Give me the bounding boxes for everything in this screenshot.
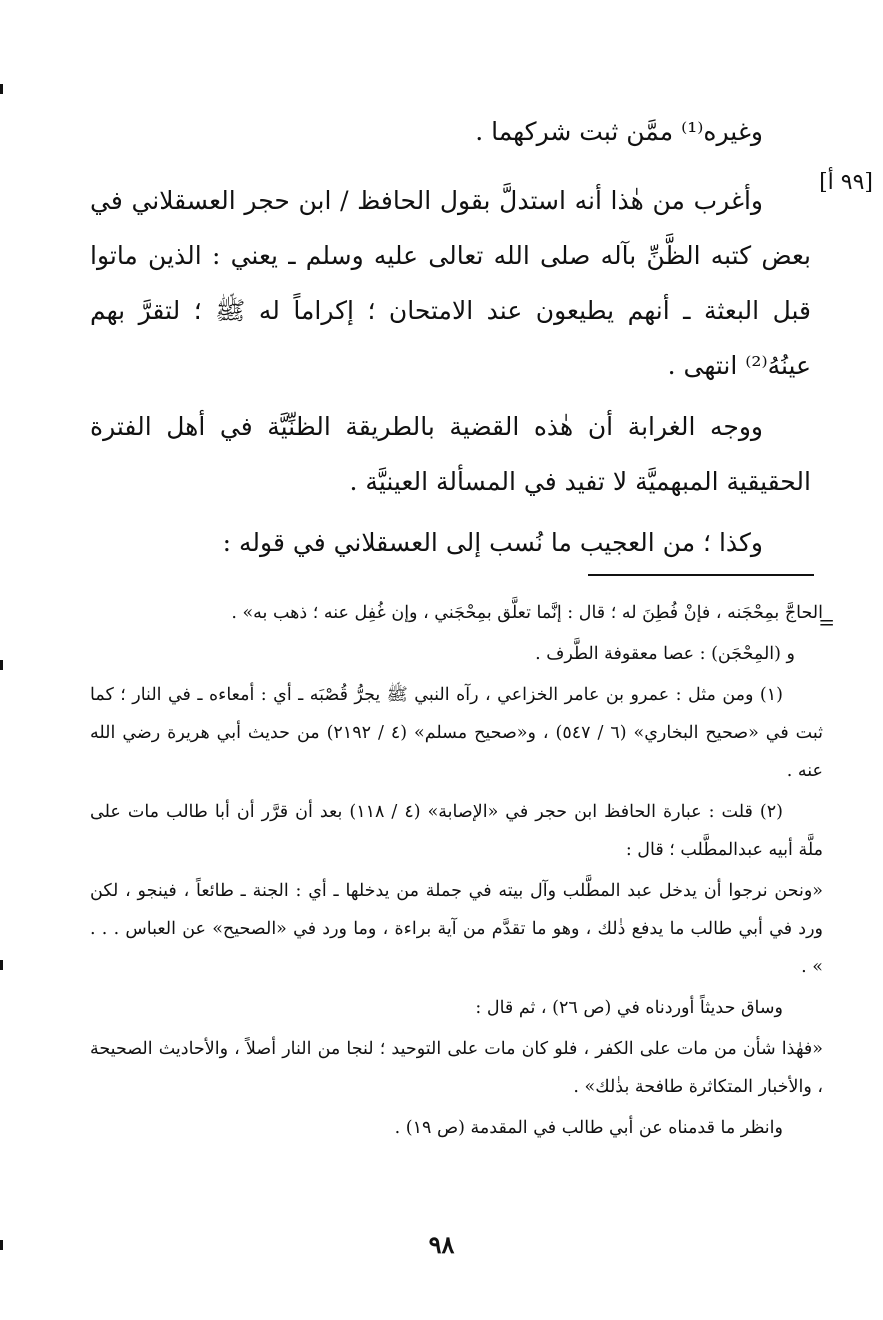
footnote-1: (١) ومن مثل : عمرو بن عامر الخزاعي ، رآه النبي ﷺ يجرُّ قُصْبَه ـ أي : أمعاءه ـ في النار ؛ كما ثبت في «صحيح البخاري» (٦ / ٥٤٧) ، و«صحيح مسلم» (٤ / ٢١٩٢) من حديث أبي هريرة رضي الله عنه . [90,685,824,781]
main-paragraph: ووجه الغرابة أن هٰذه القضية بالطريقة الظنِّيَّة في أهل الفترة الحقيقية المبهميَّة لا تفيد في المسألة العينيَّة . [90,412,811,496]
main-text [90,104,811,576]
footnote-line: وانظر ما قدمناه عن أبي طالب في المقدمة (ص ١٩) . [394,1118,783,1138]
footnote-line: وساق حديثاً أوردناه في (ص ٢٦) ، ثم قال : [475,998,783,1018]
scan-edge-mark [0,84,3,94]
footnote-continuation-mark: = [818,610,835,634]
footnote-2: (٢) قلت : عبارة الحافظ ابن حجر في «الإصابة» (٤ / ١١٨) بعد أن قرَّر أن أبا طالب مات على ملَّة أبيه عبدالمطَّلب ؛ قال : [90,802,823,860]
footnote-quote: «فهٰذا شأن من مات على الكفر ، فلو كان مات على التوحيد ؛ لنجا من النار أصلاً ، والأحاديث الصحيحة ، والأخبار المتكاثرة طافحة بذٰلك» . [90,1039,823,1097]
footnote-separator [588,574,814,576]
footnote-line: و (المِحْجَن) : عصا معقوفة الطَّرف . [535,644,795,664]
main-paragraph: وأغرب من هٰذا أنه استدلَّ بقول الحافظ / ابن حجر العسقلاني في بعض كتبه الظَّنِّ بآله صلى الله تعالى عليه وسلم ـ يعني : الذين ماتوا قبل البعثة ـ أنهم يطيعون عند الامتحان ؛ إكراماً له ﷺ ؛ لتقرَّ بهم عينُهُ⁽²⁾ انتهى . [90,186,811,380]
page-number: ٩٨ [428,1230,455,1259]
footnote-quote: «ونحن نرجوا أن يدخل عبد المطَّلب وآل بيته في جملة من يدخلها ـ أي : الجنة ـ طائعاً ، فينجو ، لكن ورد في أبي طالب ما يدفع ذٰلك ، وهو ما تقدَّم من آية براءة ، وما ورد في «الصحيح» عن العباس . . . » . [90,881,823,977]
main-paragraph: وكذا ؛ من العجيب ما نُسب إلى العسقلاني في قوله : [222,528,763,557]
footnotes [90,594,823,1150]
manuscript-folio-note: [٩٩ أ] [819,170,873,195]
scan-edge-mark [0,960,3,970]
scan-edge-mark [0,660,3,670]
main-paragraph: وغيره⁽¹⁾ ممَّن ثبت شركهما . [475,117,763,146]
footnote-line: الحاجَّ بمِحْجَنه ، فإنْ فُطِنَ له ؛ قال : إنَّما تعلَّق بمِحْجَني ، وإن غُفِل عنه ؛ ذهب به» . [231,603,823,623]
